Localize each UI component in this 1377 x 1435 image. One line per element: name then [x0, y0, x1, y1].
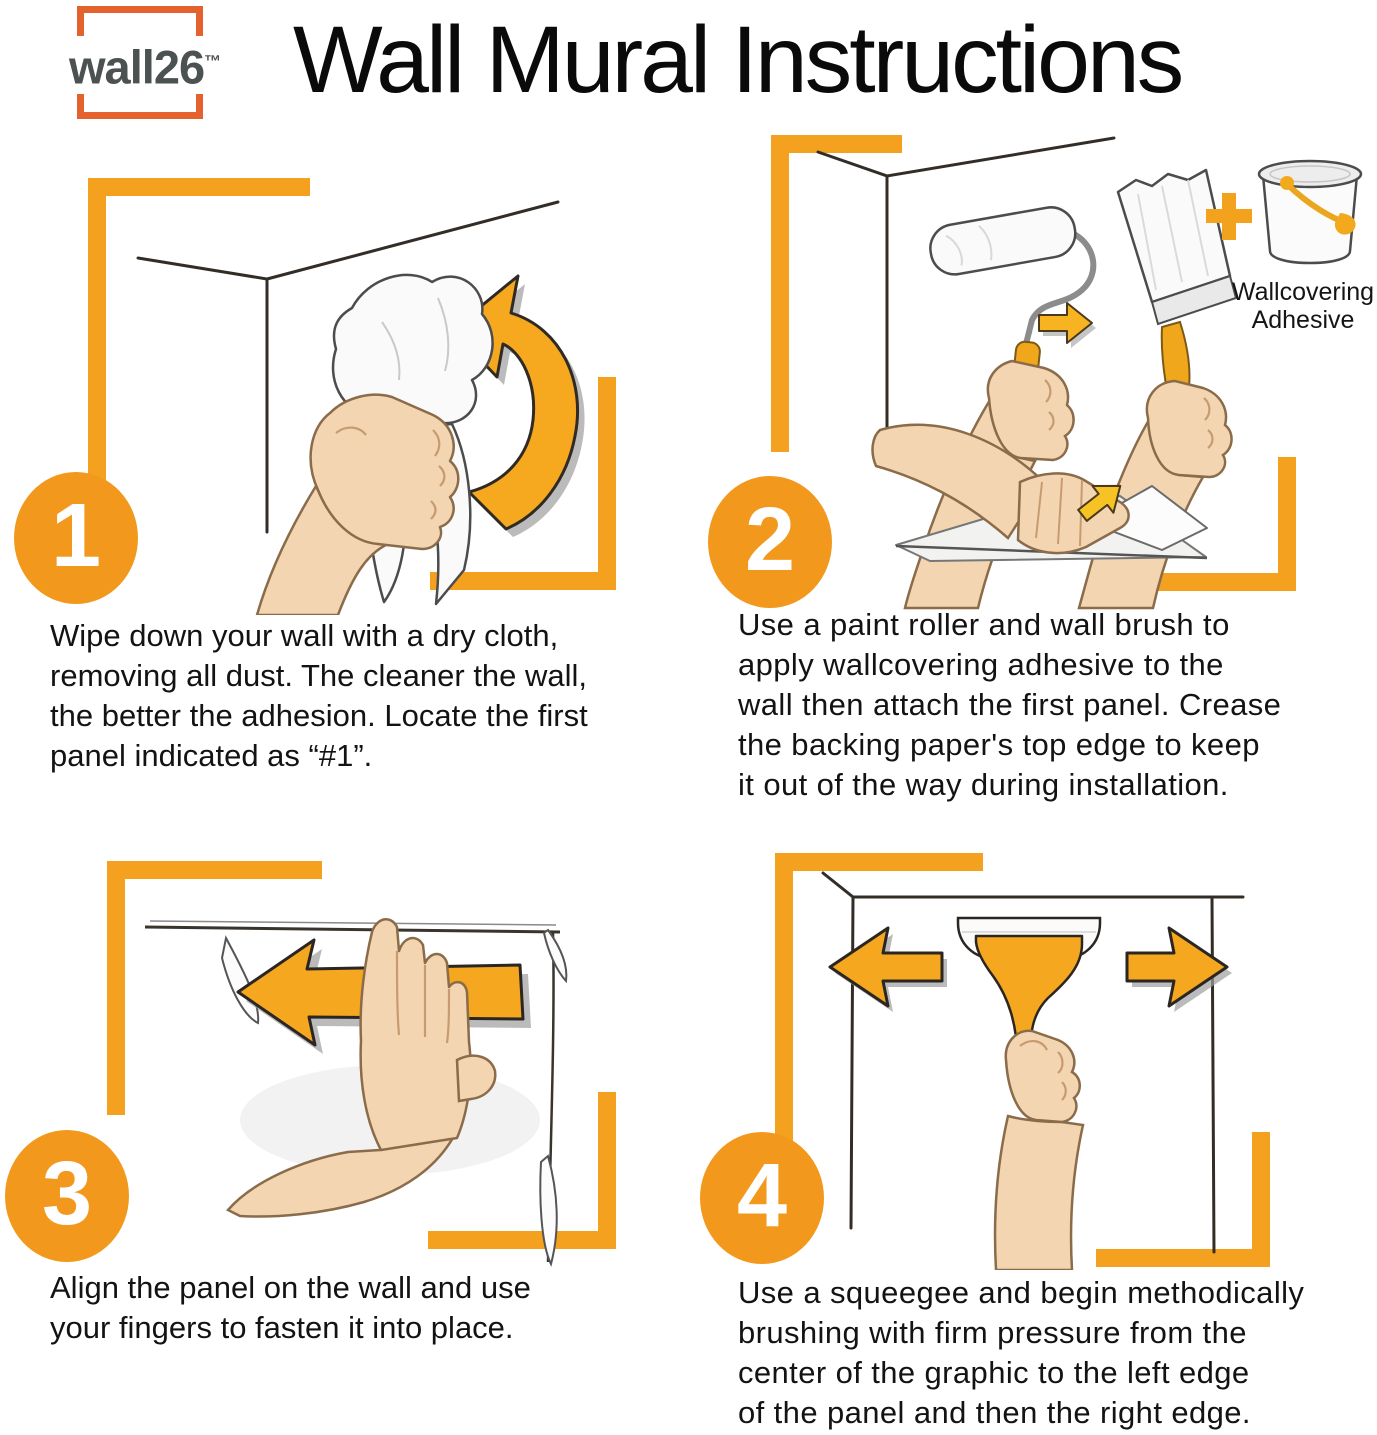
step-4-number: 4	[736, 1146, 788, 1246]
wiping-hand-icon	[257, 395, 458, 615]
trademark-symbol: ™	[204, 52, 221, 71]
step-2-text-line: it out of the way during installation.	[738, 767, 1229, 802]
step-4-text-line: of the panel and then the right edge.	[738, 1395, 1251, 1430]
logo-brand-text	[63, 36, 226, 94]
step-2-number: 2	[744, 490, 796, 590]
step-2-text-line: Use a paint roller and wall brush to	[738, 607, 1230, 642]
step-1-text	[50, 616, 588, 776]
step-3-text-line: your fingers to fasten it into place.	[50, 1310, 514, 1345]
step-2-badge	[708, 476, 832, 608]
step-4-text-line: brushing with firm pressure from the	[738, 1315, 1247, 1350]
step-1-badge	[14, 472, 138, 604]
corner-bracket-bottom-right-icon	[1096, 1132, 1261, 1258]
step-4-text	[738, 1273, 1304, 1433]
step-2-text	[738, 605, 1281, 805]
step-3-number: 3	[41, 1144, 93, 1244]
page-title: Wall Mural Instructions	[293, 7, 1182, 113]
step-1-number: 1	[50, 486, 102, 586]
step-1-text-line: panel indicated as “#1”.	[50, 738, 373, 773]
transfer-arrow-icon	[1039, 303, 1096, 348]
adhesive-bucket-label	[1232, 278, 1374, 334]
step-2-text-line: the backing paper's top edge to keep	[738, 727, 1260, 762]
step-1-text-line: removing all dust. The cleaner the wall,	[50, 658, 588, 693]
step-4-text-line: Use a squeegee and begin methodically	[738, 1275, 1305, 1310]
step-3-badge	[5, 1130, 129, 1262]
brand-name: wall26	[69, 40, 205, 94]
right-arrow-icon	[1127, 928, 1232, 1012]
step-3-text	[50, 1268, 531, 1348]
left-arrow-icon	[830, 928, 947, 1012]
step-3-text-line: Align the panel on the wall and use	[50, 1270, 531, 1305]
corner-bracket-top-left-icon	[97, 187, 310, 480]
wall-brush-icon	[1118, 170, 1236, 391]
step-2-text-line: apply wallcovering adhesive to the	[738, 647, 1224, 682]
step-1-text-line: Wipe down your wall with a dry cloth,	[50, 618, 559, 653]
press-hand-icon	[228, 919, 495, 1216]
corner-bracket-top-left-icon	[780, 144, 902, 452]
step-2-text-line: wall then attach the first panel. Crease	[738, 687, 1282, 722]
adhesive-bucket-icon	[1259, 161, 1361, 263]
squeegee-hand-icon	[995, 1031, 1083, 1270]
bucket-label-line1: Wallcovering	[1231, 278, 1375, 306]
step-4-text-line: center of the graphic to the left edge	[738, 1355, 1250, 1390]
bucket-label-line2: Adhesive	[1251, 306, 1355, 334]
step-4-badge	[700, 1132, 824, 1264]
step-1-text-line: the better the adhesion. Locate the first	[50, 698, 588, 733]
